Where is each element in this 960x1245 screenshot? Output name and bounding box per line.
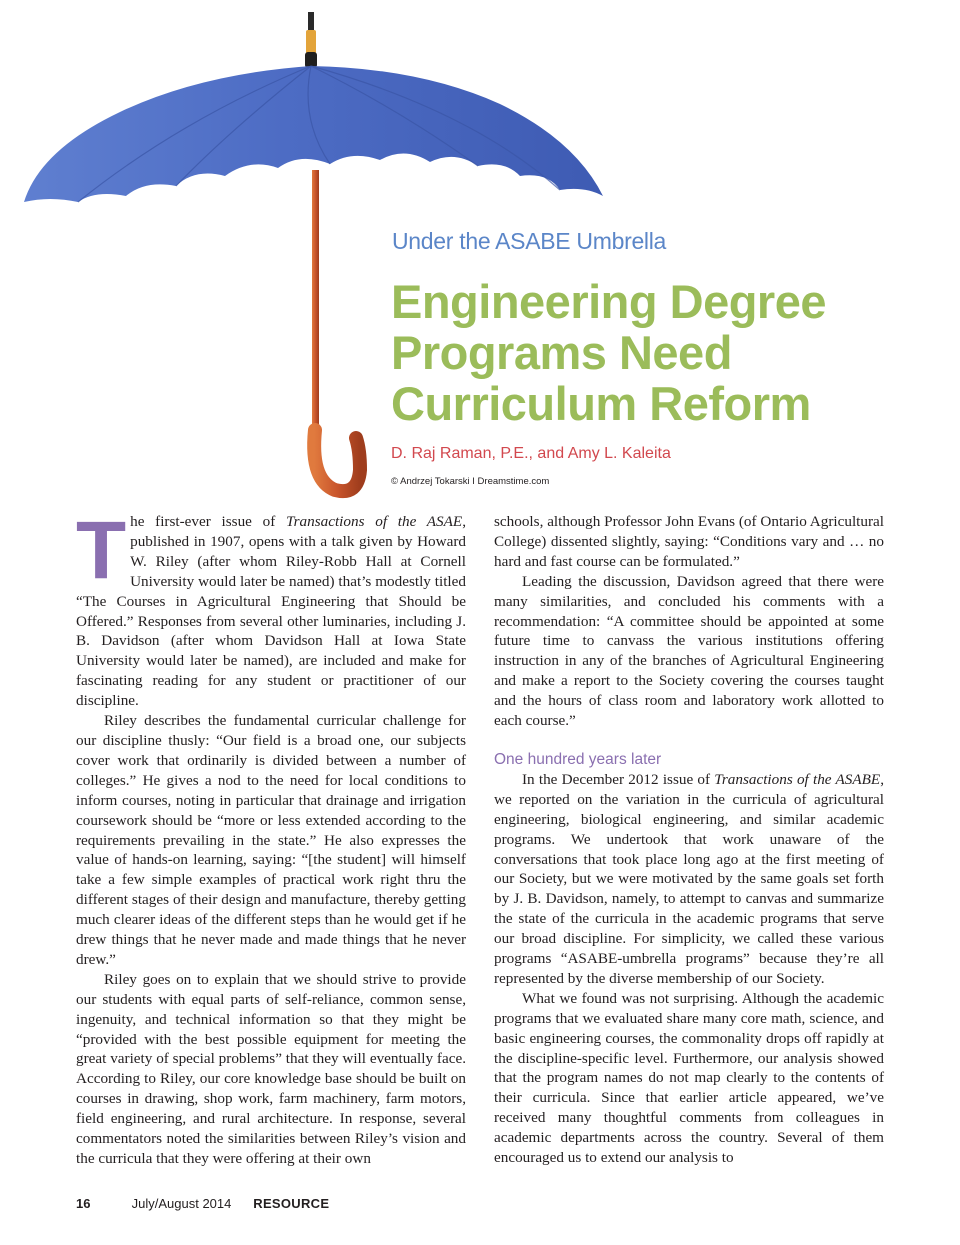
article-title (391, 276, 891, 429)
photo-credit: © Andrzej Tokarski I Dreamstime.com (391, 476, 550, 487)
body-column-left (76, 505, 466, 1169)
title-line: Programs Need (391, 326, 732, 379)
body-paragraph: Riley describes the fundamental curricular challenge for our discipline thusly: “Our field is a broad one, our subjects cover work that ordinarily is divided between a number of colleges.” He gives a nod to the need for local conditions to inform courses, noting in particular that drainage and irrigation coursework should be “more or less extended according to the requirements prevailing in the state.” He also expresses the value of hands-on learning, saying: “[the student] will himself take a few simple examples of practical work right thru the different stages of their design and manufacture, thereby getting much clearer ideas of the different steps than he would get if he drew things that he never made and made things that he never drew.” (76, 712, 466, 968)
page-number: 16 (76, 1196, 91, 1211)
umbrella-illustration (0, 0, 960, 520)
body-paragraph: Leading the discussion, Davidson agreed that there were many similarities, and concluded his comments with a recommendation: “A committee should be appointed at some future time to canvass the various institutions offering instruction in any of the branches of Agricultural Engineering and make a report to the Society covering the courses taught and the hours of class room and laboratory work allotted to each course.” (494, 572, 884, 730)
page-footer (76, 1196, 329, 1211)
body-paragraph: schools, although Professor John Evans (of Ontario Agricultural College) dissented slightly, saying: “Conditions vary and … no hard and fast course can be formulated.” (494, 513, 884, 570)
issue-date: July/August 2014 (131, 1196, 232, 1211)
author-byline: D. Raj Raman, P.E., and Amy L. Kaleita (391, 445, 671, 462)
body-paragraph: Riley goes on to explain that we should strive to provide our students with equal parts of self-reliance, common sense, ingenuity, and technical information so that they might be “provided with the best possible equipment for meeting the great variety of special problems” that they will eventually face. According to Riley, our core knowledge base should be built on courses in drawing, shop work, farm machinery, farm motors, field engineering, and rural architecture. In response, several commentators noted the similarities between Riley’s vision and the curricula that they were offering at their own (76, 970, 466, 1167)
title-line: Curriculum Reform (391, 377, 811, 430)
title-line: Engineering Degree (391, 275, 826, 328)
magazine-name: RESOURCE (253, 1196, 330, 1211)
section-subhead: One hundred years later (494, 750, 662, 768)
body-paragraph: The first-ever issue of Transactions of the ASAE, published in 1907, opens with a talk given by Howard W. Riley (after whom Riley-Robb Hall at Cornell University would later be named) that’s modestly titled “The Courses in Agricultural Engineering that Should be Offered.” Responses from several other luminaries, including J. B. Davidson (after whom Davidson Hall at Iowa State University would later be named), are included and make for fascinating reading for any student or practitioner of our discipline. (76, 505, 466, 710)
section-kicker: Under the ASABE Umbrella (392, 228, 667, 254)
drop-cap: T (76, 505, 127, 596)
body-column-right (494, 512, 884, 1168)
body-paragraph: What we found was not surprising. Although the academic programs that we evaluated share many core math, science, and basic engineering courses, the commonality drops off rapidly at the discipline-specific level. Furthermore, our analysis showed that the program names do not map clearly to the contents of their curricula. Since that earlier article appeared, we’ve received many thoughtful comments from colleagues in academic departments across the country. Several of them encouraged us to extend our analysis to (494, 989, 884, 1167)
body-paragraph: In the December 2012 issue of Transactions of the ASABE, we reported on the variation in the curricula of agricultural engineering, biological engineering, and similar academic programs. We undertook that work unaware of the conversations that took place long ago at the first meeting of our Society, but we were motivated by the same goals set forth by J. B. Davidson, namely, to attempt to canvas and summarize the state of the curricula in the academic programs that serve our broad discipline. For simplicity, we called these various programs “ASABE-umbrella programs” because they’re all represented by the diverse membership of our Society. (494, 770, 884, 987)
journal-title: Transactions of the ASAE (286, 513, 463, 530)
journal-title: Transactions of the ASABE (714, 770, 881, 788)
